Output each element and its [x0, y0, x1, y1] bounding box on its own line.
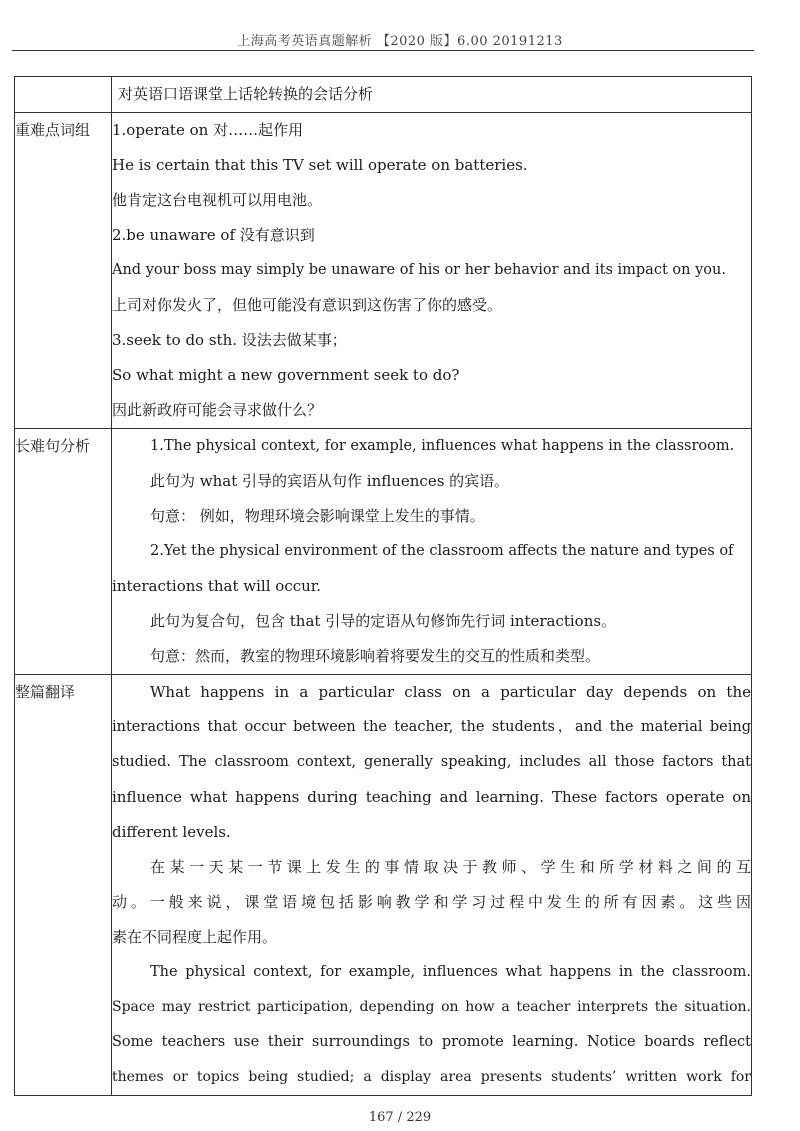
page-header: 上海高考英语真题解析 【2020 版】6.00 20191213	[237, 34, 563, 49]
title-row-empty-cell	[15, 77, 112, 113]
translation-line: interactions that occur between the teacher, the students，and the material being	[112, 719, 751, 735]
translation-line: The physical context, for example, influences what happens in the classroom.	[150, 964, 751, 980]
translation-line: Space may restrict participation, depending on how a teacher interprets the situation.	[112, 999, 751, 1015]
page-number: 167 / 229	[368, 1110, 432, 1125]
sentences-row	[15, 429, 752, 675]
vocab-line: 1.operate on 对……起作用	[112, 121, 304, 139]
sentences-label: 长难句分析	[15, 429, 112, 675]
sentence-line: 此句为复合句，包含 that 引导的定语从句修饰先行词 interactions。	[150, 612, 617, 630]
sentence-line: 此句为 what 引导的宾语从句作 influences 的宾语。	[150, 472, 510, 490]
translation-line: What happens in a particular class on a particular day depends on the	[150, 683, 751, 701]
vocab-line: And your boss may simply be unaware of his or her behavior and its impact on you.	[112, 262, 726, 278]
translation-row	[15, 675, 752, 1096]
translation-line: 在某一天某一节课上发生的事情取决于教师、学生和所学材料之间的互	[150, 858, 751, 876]
sentences-content	[112, 429, 752, 675]
translation-line: 动。一般来说，课堂语境包括影响教学和学习过程中发生的所有因素。这些因	[112, 893, 751, 911]
header-rule	[12, 50, 754, 51]
translation-line: Some teachers use their surroundings to promote learning. Notice boards reflect	[112, 1034, 751, 1050]
translation-line: influence what happens during teaching and learning. These factors operate on	[112, 788, 751, 806]
vocab-line: 3.seek to do sth. 设法去做某事；	[112, 331, 347, 349]
vocab-line: 他肯定这台电视机可以用电池。	[112, 191, 323, 209]
vocab-row	[15, 113, 752, 429]
translation-line: studied. The classroom context, generally speaking, includes all those factors that	[112, 754, 751, 770]
sentence-line: 2.Yet the physical environment of the classroom affects the nature and types of	[150, 543, 734, 559]
analysis-table	[14, 76, 752, 1096]
sentence-line: 句意： 例如，物理环境会影响课堂上发生的事情。	[150, 507, 485, 525]
vocab-line: 因此新政府可能会寻求做什么？	[112, 401, 323, 419]
sentence-line: 句意：然而，教室的物理环境影响着将要发生的交互的性质和类型。	[150, 647, 601, 665]
vocab-line: He is certain that this TV set will operate on batteries.	[112, 156, 528, 174]
title-row	[15, 77, 752, 113]
sentence-line: 1.The physical context, for example, influences what happens in the classroom.	[150, 438, 735, 454]
translation-line: themes or topics being studied; a display area presents students’ written work for	[112, 1069, 751, 1085]
table-title: 对英语口语课堂上话轮转换的会话分析	[118, 85, 374, 103]
translation-line: different levels.	[112, 823, 231, 841]
vocab-label: 重难点词组	[15, 113, 112, 429]
sentence-line: interactions that will occur.	[112, 577, 322, 595]
vocab-content	[112, 113, 752, 429]
vocab-line: 上司对你发火了，但他可能没有意识到这伤害了你的感受。	[112, 296, 503, 314]
vocab-line: 2.be unaware of 没有意识到	[112, 226, 315, 244]
translation-line: 素在不同程度上起作用。	[112, 928, 278, 946]
title-cell	[112, 77, 752, 113]
translation-content	[112, 675, 752, 1096]
translation-label: 整篇翻译	[15, 675, 112, 1096]
vocab-line: So what might a new government seek to do?	[112, 366, 460, 384]
